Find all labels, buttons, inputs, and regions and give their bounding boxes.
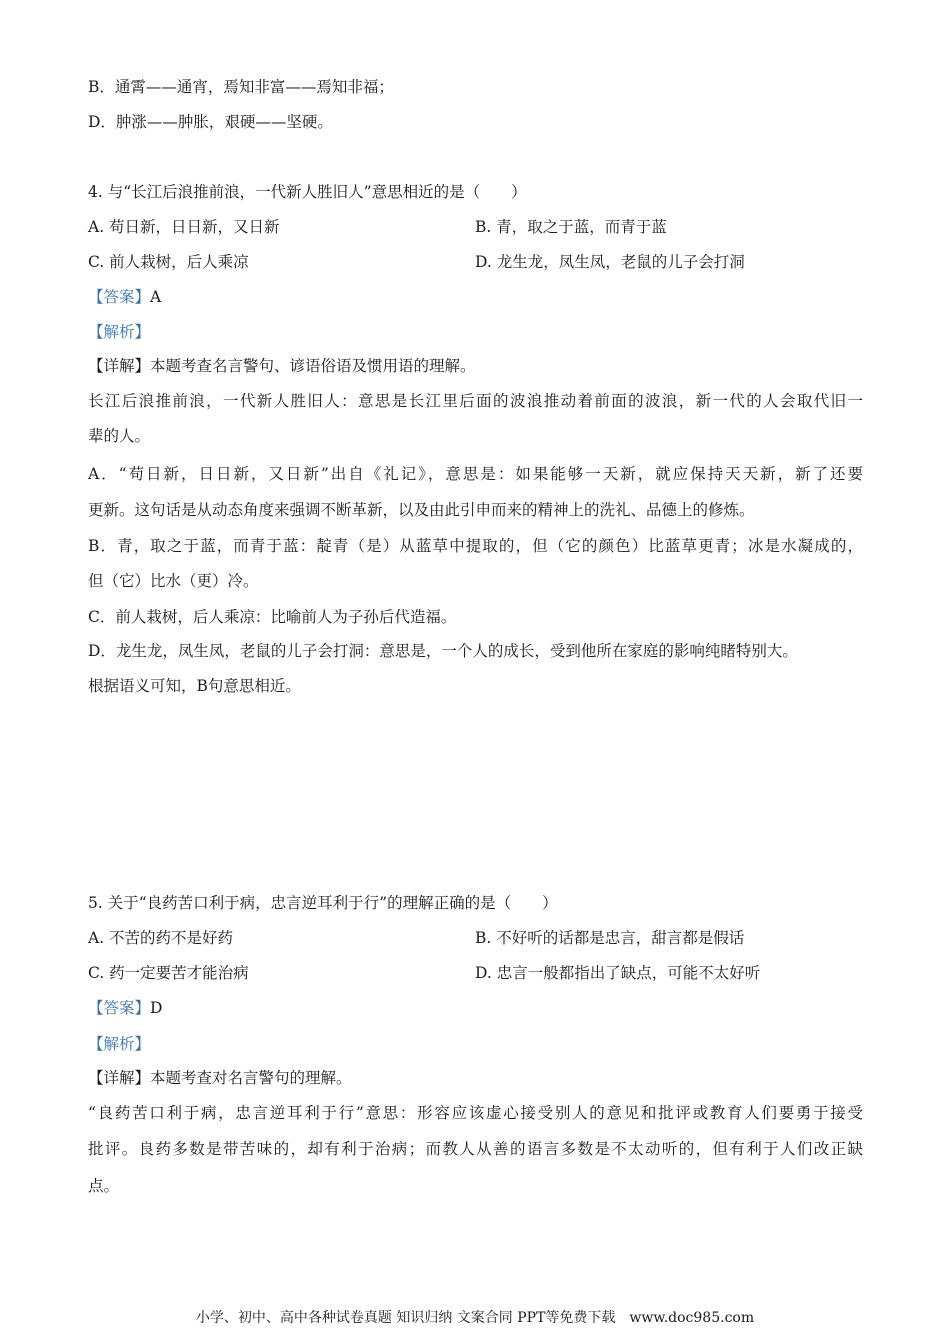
detail-text: 本题考查对名言警句的理解。 [150,1069,352,1087]
q5-option-a: A. 不苦的药不是好药 [88,929,234,947]
q4-explain-a-2: 更新。这句话是从动态角度来强调不断革新，以及由此引申而来的精神上的洗礼、品德上的修炼。 [88,501,755,519]
answer-tag: 【答案】 [88,999,151,1017]
answer-value: D [150,999,163,1017]
q5-detail [88,1067,352,1089]
footer-url-link[interactable]: www.doc985.com [629,1310,755,1326]
page-footer [0,1307,950,1327]
question-5-stem: 5. 关于“良药苦口利于病，忠言逆耳利于行”的理解正确的是（ ） [88,894,558,912]
q4-option-a: A. 苟日新，日日新，又日新 [88,218,280,236]
option-b-continued: B．通霄——通宵，焉知非富——焉知非福； [88,78,394,96]
analysis-tag: 【解析】 [88,1035,151,1053]
q4-paragraph-1b: 辈的人。 [88,427,151,445]
q4-option-d: D. 龙生龙，凤生凤，老鼠的儿子会打洞 [475,253,745,271]
question-4-stem: 4. 与“长江后浪推前浪，一代新人胜旧人”意思相近的是（ ） [88,183,527,201]
q5-paragraph-2: 批评。良药多数是带苦味的，却有利于治病；而教人从善的语言多数是不太动听的，但有利于人们改正缺 [88,1140,863,1158]
detail-tag: 【详解】 [88,357,151,375]
answer-tag: 【答案】 [88,288,151,306]
q4-answer [88,286,161,308]
q4-conclusion: 根据语义可知，B句意思相近。 [88,677,301,695]
q5-option-d: D. 忠言一般都指出了缺点，可能不太好听 [475,964,761,982]
q5-paragraph-1: “良药苦口利于病，忠言逆耳利于行”意思：形容应该虚心接受别人的意见和批评或教育人们要勇于接受 [88,1104,863,1122]
q5-answer [88,997,162,1019]
q4-explain-b-2: 但（它）比水（更）冷。 [88,572,259,590]
q4-explain-a-1: A．“苟日新，日日新，又日新”出自《礼记》，意思是：如果能够一天新，就应保持天天新，新了还要 [88,465,863,483]
q5-option-b: B. 不好听的话都是忠言，甜言都是假话 [475,929,745,947]
q4-explain-b-1: B．青，取之于蓝，而青于蓝：靛青（是）从蓝草中提取的，但（它的颜色）比蓝草更青；冰是水凝成的， [88,537,863,555]
q4-option-b: B. 青，取之于蓝，而青于蓝 [475,218,667,236]
answer-value: A [150,288,162,306]
q5-paragraph-3: 点。 [88,1177,120,1195]
footer-text: 小学、初中、高中各种试卷真题 知识归纳 文案合同 PPT等免费下载 [195,1310,616,1326]
q4-detail [88,355,476,377]
analysis-tag: 【解析】 [88,323,151,341]
q4-option-c: C. 前人栽树，后人乘凉 [88,253,249,271]
q4-analysis-heading [88,321,150,343]
q5-analysis-heading [88,1033,150,1055]
detail-text: 本题考查名言警句、谚语俗语及惯用语的理解。 [150,357,476,375]
q4-explain-c: C．前人栽树，后人乘凉：比喻前人为子孙后代造福。 [88,608,457,626]
q4-explain-d: D．龙生龙，凤生凤，老鼠的儿子会打洞：意思是，一个人的成长，受到他所在家庭的影响纯睹特别大。 [88,642,798,660]
detail-tag: 【详解】 [88,1069,151,1087]
option-d-continued: D．肿涨——肿胀，艰硬——坚硬。 [88,113,333,131]
q5-option-c: C. 药一定要苦才能治病 [88,964,249,982]
q4-paragraph-1a: 长江后浪推前浪，一代新人胜旧人：意思是长江里后面的波浪推动着前面的波浪，新一代的人会取代旧一 [88,392,863,410]
